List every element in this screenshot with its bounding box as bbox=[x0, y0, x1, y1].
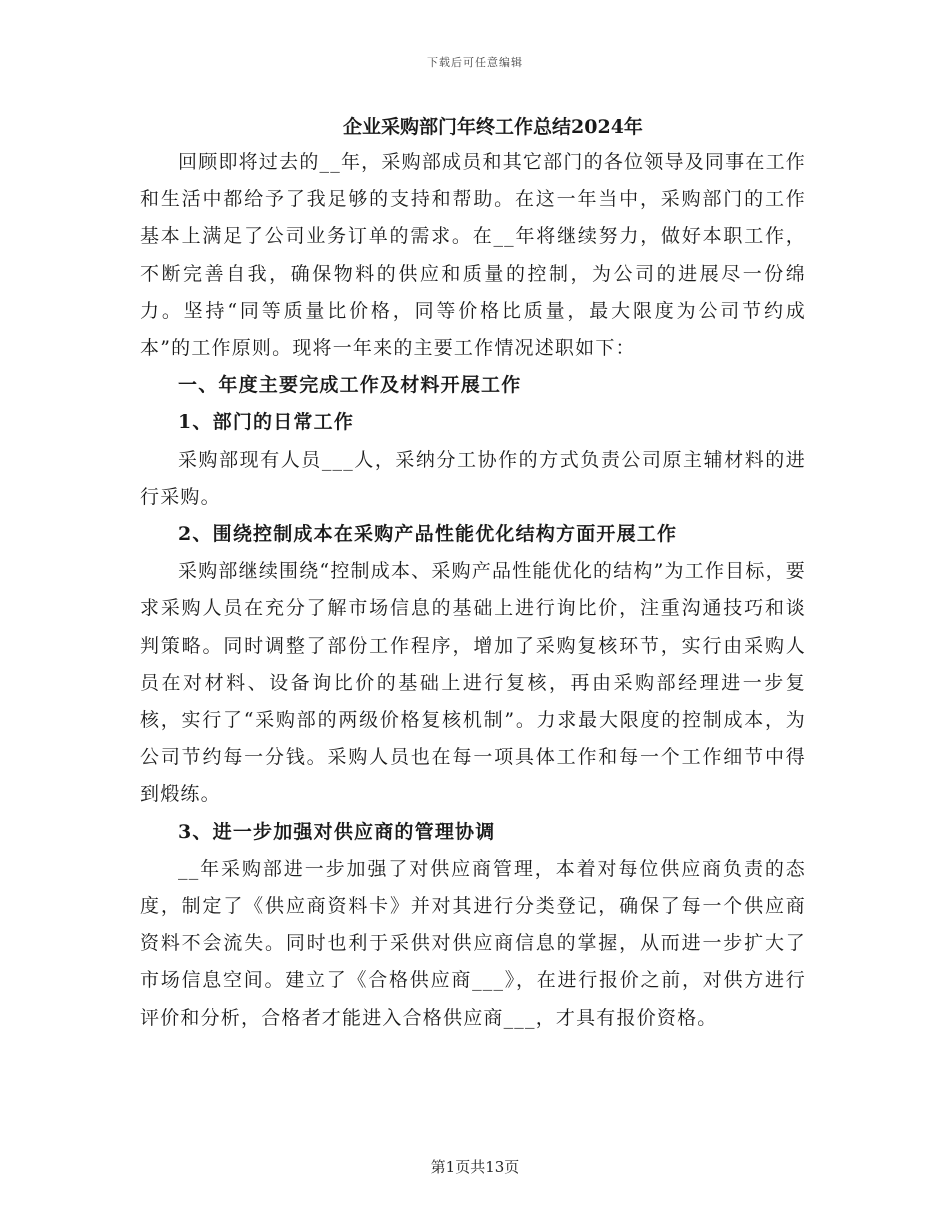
subsection-1-paragraph: 采购部现有人员___人，采纳分工协作的方式负责公司原主辅材料的进行采购。 bbox=[140, 448, 806, 508]
header-note: 下载后可任意编辑 bbox=[427, 56, 523, 69]
page-footer: 第1页共13页 bbox=[430, 1158, 520, 1176]
document-title: 企业采购部门年终工作总结2024年 bbox=[343, 116, 643, 138]
section-1-heading: 一、年度主要完成工作及材料开展工作 bbox=[178, 374, 522, 397]
intro-paragraph: 回顾即将过去的__年，采购部成员和其它部门的各位领导及同事在工作和生活中都给予了我足够的支持和帮助。在这一年当中，采购部门的工作基本上满足了公司业务订单的需求。在__年将继续努力，做好本职工作，不断完善自我，确保物料的供应和质量的控制，为公司的进展尽一份绵力。坚持“同等质量比价格，同等价格比质量，最大限度为公司节约成本”的工作原则。现将一年来的主要工作情况述职如下： bbox=[140, 151, 806, 360]
subsection-3-heading: 3、进一步加强对供应商的管理协调 bbox=[178, 820, 496, 843]
subsection-3-paragraph: __年采购部进一步加强了对供应商管理，本着对每位供应商负责的态度，制定了《供应商资料卡》并对其进行分类登记，确保了每一个供应商资料不会流失。同时也利于采供对供应商信息的掌握，从而进一步扩大了市场信息空间。建立了《合格供应商___》，在进行报价之前，对供方进行评价和分析，合格者才能进入合格供应商___，才具有报价资格。 bbox=[140, 857, 806, 1029]
document-body bbox=[140, 110, 806, 1037]
subsection-1-heading: 1、部门的日常工作 bbox=[178, 411, 355, 434]
subsection-2-paragraph: 采购部继续围绕“控制成本、采购产品性能优化的结构”为工作目标，要求采购人员在充分了解市场信息的基础上进行询比价，注重沟通技巧和谈判策略。同时调整了部份工作程序，增加了采购复核环节，实行由采购人员在对材料、设备询比价的基础上进行复核，再由采购部经理进一步复核，实行了“采购部的两级价格复核机制”。力求最大限度的控制成本，为公司节约每一分钱。采购人员也在每一项具体工作和每一个工作细节中得到煅练。 bbox=[140, 560, 806, 806]
subsection-2-heading: 2、围绕控制成本在采购产品性能优化结构方面开展工作 bbox=[178, 523, 678, 546]
